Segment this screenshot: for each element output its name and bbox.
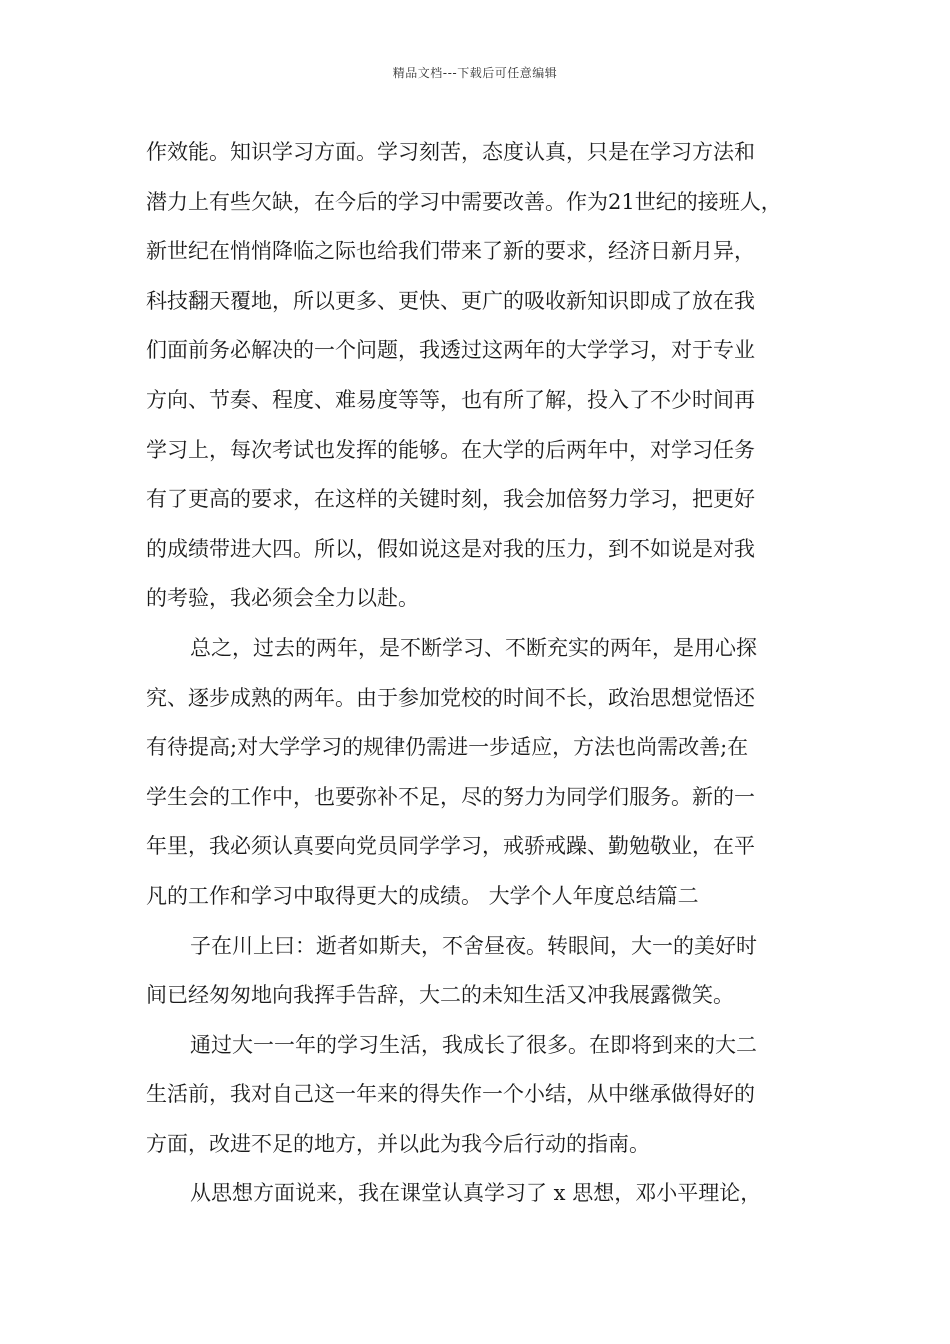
text-line: 潜力上有些欠缺，在今后的学习中需要改善。作为21世纪的接班人， bbox=[146, 189, 782, 214]
text-line: 科技翻天覆地，所以更多、更快、更广的吸收新知识即成了放在我 bbox=[146, 288, 755, 313]
text-line: 们面前务必解决的一个问题，我透过这两年的大学学习，对于专业 bbox=[146, 338, 755, 363]
text-line: 的成绩带进大四。所以，假如说这是对我的压力，到不如说是对我 bbox=[146, 536, 755, 561]
document-body bbox=[146, 128, 816, 1219]
text-line: 新世纪在悄悄降临之际也给我们带来了新的要求，经济日新月异， bbox=[146, 239, 755, 264]
text-line: 的考验，我必须会全力以赴。 bbox=[146, 586, 419, 611]
text-line: 有待提高;对大学学习的规律仍需进一步适应，方法也尚需改善;在 bbox=[146, 735, 749, 760]
text-line: 方面，改进不足的地方，并以此为我今后行动的指南。 bbox=[146, 1131, 650, 1156]
text-line: 作效能。知识学习方面。学习刻苦，态度认真，只是在学习方法和 bbox=[146, 140, 755, 164]
text-line: 生活前，我对自己这一年来的得失作一个小结，从中继承做得好的 bbox=[146, 1082, 755, 1107]
page-header: 精品文档---下载后可任意编辑 bbox=[392, 66, 558, 80]
paragraph-start-line: 总之，过去的两年，是不断学习、不断充实的两年，是用心探 bbox=[190, 635, 757, 660]
text-line: 间已经匆匆地向我挥手告辞，大二的未知生活又冲我展露微笑。 bbox=[146, 983, 734, 1008]
text-line: 学生会的工作中，也要弥补不足，尽的努力为同学们服务。新的一 bbox=[146, 784, 755, 809]
text-line: 年里，我必须认真要向党员同学学习，戒骄戒躁、勤勉敬业，在平 bbox=[146, 834, 755, 859]
text-line: 方向、节奏、程度、难易度等等，也有所了解，投入了不少时间再 bbox=[146, 387, 755, 412]
text-line: 学习上，每次考试也发挥的能够。在大学的后两年中，对学习任务 bbox=[146, 437, 755, 462]
text-line: 有了更高的要求，在这样的关键时刻，我会加倍努力学习，把更好 bbox=[146, 487, 755, 512]
paragraph-start-line: 子在川上曰：逝者如斯夫，不舍昼夜。转眼间，大一的美好时 bbox=[190, 933, 757, 958]
text-line: 凡的工作和学习中取得更大的成绩。 大学个人年度总结篇二 bbox=[146, 883, 699, 908]
paragraph-start-line: 从思想方面说来，我在课堂认真学习了 x 思想，邓小平理论， bbox=[190, 1181, 762, 1206]
text-line: 究、逐步成熟的两年。由于参加党校的时间不长，政治思想觉悟还 bbox=[146, 685, 755, 710]
paragraph-start-line: 通过大一一年的学习生活，我成长了很多。在即将到来的大二 bbox=[190, 1032, 757, 1057]
